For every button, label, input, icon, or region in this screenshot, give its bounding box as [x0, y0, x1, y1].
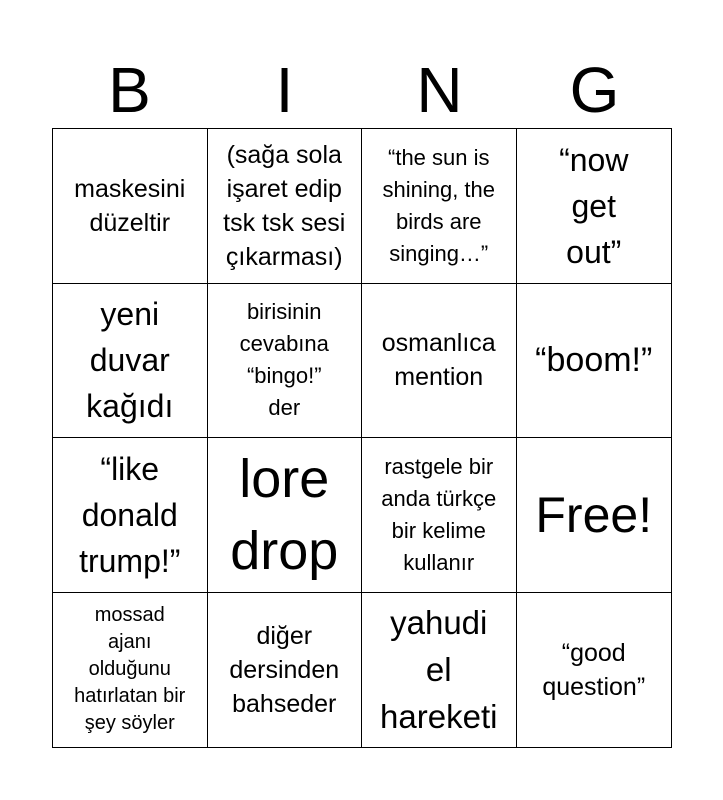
bingo-cell[interactable] — [517, 593, 672, 748]
cell-text: osmanlıca mention — [381, 329, 496, 392]
bingo-cell[interactable] — [208, 438, 363, 593]
bingo-cell[interactable] — [362, 593, 517, 748]
header-letter-i: I — [275, 54, 294, 126]
cell-text: yahudi el hareketi — [380, 604, 498, 736]
cell-text: yeni duvar kağıdı — [86, 296, 174, 425]
bingo-cell[interactable] — [53, 284, 208, 439]
bingo-cell[interactable] — [362, 129, 517, 284]
cell-text: rastgele bir anda türkçe bir kelime kullanır — [381, 453, 497, 575]
cell-text: “good question” — [542, 638, 646, 701]
bingo-cell[interactable] — [53, 438, 208, 593]
bingo-board — [52, 128, 672, 748]
bingo-cell[interactable] — [208, 284, 363, 439]
header-letter-n: N — [416, 54, 463, 126]
header-letter-g: G — [569, 54, 620, 126]
free-cell[interactable] — [517, 438, 672, 593]
bingo-header — [52, 52, 672, 128]
cell-text: diğer dersinden bahseder — [229, 621, 340, 718]
bingo-cell[interactable] — [362, 284, 517, 439]
bingo-cell[interactable] — [208, 593, 363, 748]
bingo-cell[interactable] — [517, 284, 672, 439]
cell-text: “boom!” — [535, 340, 653, 379]
bingo-cell[interactable] — [53, 129, 208, 284]
cell-text: maskesini düzeltir — [74, 174, 186, 237]
cell-text: lore drop — [230, 448, 339, 581]
bingo-cell[interactable] — [517, 129, 672, 284]
bingo-cell[interactable] — [362, 438, 517, 593]
bingo-cell[interactable] — [208, 129, 363, 284]
free-cell-text: Free! — [535, 486, 653, 543]
cell-text: “like donald trump!” — [79, 450, 181, 579]
cell-text: birisinin cevabına “bingo!” der — [239, 299, 329, 421]
header-letter-b: B — [108, 54, 151, 126]
cell-text: “now get out” — [559, 141, 629, 270]
cell-text: “the sun is shining, the birds are singing…” — [382, 144, 496, 266]
cell-text: (sağa sola işaret edip tsk tsk sesi çıkarması) — [223, 140, 346, 271]
bingo-cell[interactable] — [53, 593, 208, 748]
cell-text: mossad ajanı olduğunu hatırlatan bir şey söyler — [74, 604, 186, 735]
